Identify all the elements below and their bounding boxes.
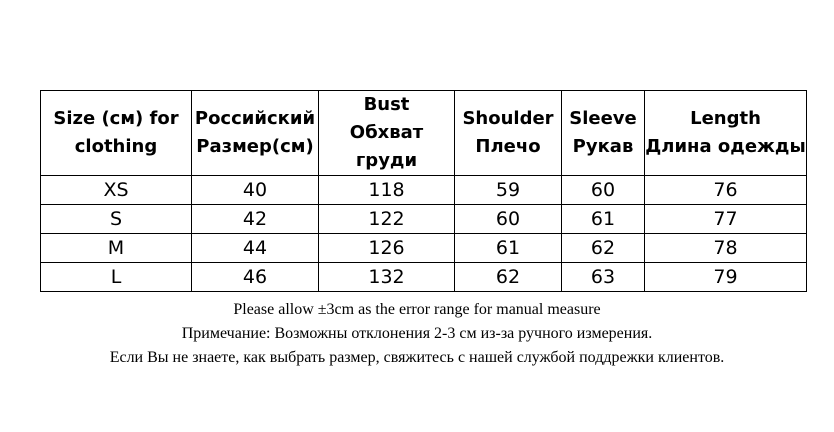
cell-sleeve: 61 xyxy=(562,205,645,234)
header-shoulder: Shoulder Плечо xyxy=(455,91,562,176)
table-row xyxy=(41,176,807,205)
cell-sleeve: 60 xyxy=(562,176,645,205)
note-line-russian-support: Если Вы не знаете, как выбрать размер, свяжитесь с нашей службой поддрежки клиентов. xyxy=(109,349,725,366)
cell-russian-size: 46 xyxy=(192,263,319,292)
header-length: Length Длина одежды xyxy=(645,91,807,176)
cell-shoulder: 59 xyxy=(455,176,562,205)
note-line-english: Please allow ±3cm as the error range for manual measure xyxy=(233,301,601,318)
header-size: Size (см) for clothing xyxy=(41,91,192,176)
cell-length: 77 xyxy=(645,205,807,234)
cell-russian-size: 40 xyxy=(192,176,319,205)
cell-size: L xyxy=(41,263,192,292)
cell-size: M xyxy=(41,234,192,263)
cell-bust: 126 xyxy=(319,234,455,263)
cell-russian-size: 44 xyxy=(192,234,319,263)
note-line-russian-tolerance: Примечание: Возможны отклонения 2-3 см из-за ручного измерения. xyxy=(181,325,653,342)
cell-shoulder: 60 xyxy=(455,205,562,234)
cell-bust: 122 xyxy=(319,205,455,234)
cell-shoulder: 62 xyxy=(455,263,562,292)
cell-size: S xyxy=(41,205,192,234)
header-sleeve: Sleeve Рукав xyxy=(562,91,645,176)
measurement-notes xyxy=(0,298,834,370)
cell-size: XS xyxy=(41,176,192,205)
cell-length: 79 xyxy=(645,263,807,292)
table-row xyxy=(41,205,807,234)
header-russian-size: Российский Размер(см) xyxy=(192,91,319,176)
cell-sleeve: 63 xyxy=(562,263,645,292)
table-row xyxy=(41,263,807,292)
table-row xyxy=(41,234,807,263)
cell-length: 76 xyxy=(645,176,807,205)
table-header-row xyxy=(41,91,807,176)
size-chart-table xyxy=(40,90,807,292)
header-bust: Bust Обхват груди xyxy=(319,91,455,176)
cell-shoulder: 61 xyxy=(455,234,562,263)
cell-bust: 132 xyxy=(319,263,455,292)
cell-bust: 118 xyxy=(319,176,455,205)
cell-sleeve: 62 xyxy=(562,234,645,263)
cell-length: 78 xyxy=(645,234,807,263)
cell-russian-size: 42 xyxy=(192,205,319,234)
